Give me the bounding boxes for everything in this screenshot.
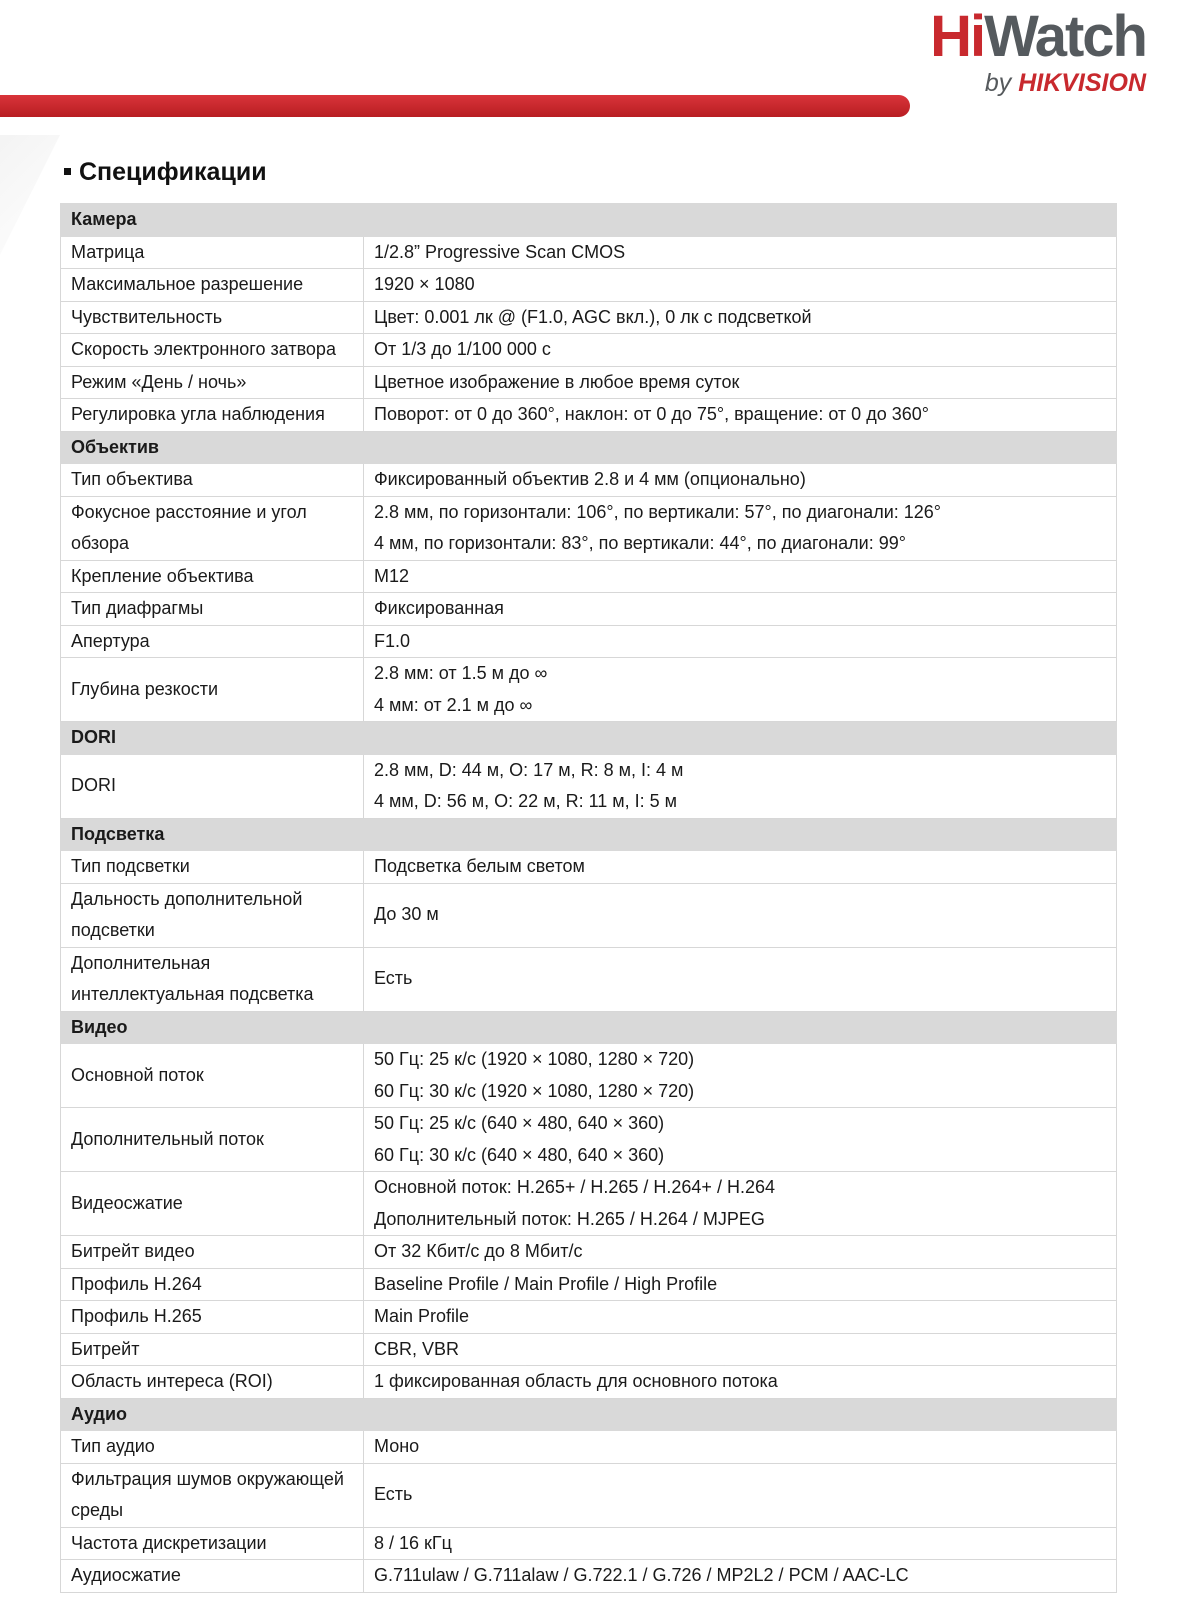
section-title: Видео bbox=[61, 1011, 1117, 1044]
spec-value-line: F1.0 bbox=[374, 630, 411, 651]
spec-value bbox=[364, 236, 1117, 269]
table-row bbox=[61, 1527, 1117, 1560]
spec-value-line: 2.8 мм, по горизонтали: 106°, по вертикали: 57°, по диагонали: 126° bbox=[374, 501, 941, 522]
spec-label: Дополнительная интеллектуальная подсветка bbox=[61, 947, 364, 1011]
spec-value bbox=[364, 625, 1117, 658]
spec-value bbox=[364, 851, 1117, 884]
spec-label: Битрейт видео bbox=[61, 1236, 364, 1269]
spec-value-line: От 1/3 до 1/100 000 с bbox=[374, 339, 551, 359]
spec-value-line: Дополнительный поток: H.265 / H.264 / MJPEG bbox=[374, 1208, 765, 1229]
spec-value bbox=[364, 366, 1117, 399]
spec-label: DORI bbox=[61, 754, 364, 818]
spec-value bbox=[364, 883, 1117, 947]
spec-label: Тип подсветки bbox=[61, 851, 364, 884]
header-red-band bbox=[0, 95, 910, 117]
spec-label: Тип объектива bbox=[61, 464, 364, 497]
spec-value-line: Есть bbox=[374, 1484, 413, 1505]
brand-subline: by HIKVISION bbox=[984, 69, 1146, 97]
table-row bbox=[61, 1431, 1117, 1464]
spec-value-line: 4 мм, D: 56 м, O: 22 м, R: 11 м, I: 5 м bbox=[374, 791, 678, 811]
spec-label: Видеосжатие bbox=[61, 1172, 364, 1236]
table-row bbox=[61, 464, 1117, 497]
section-header bbox=[61, 722, 1117, 755]
spec-value bbox=[364, 1560, 1117, 1593]
spec-label: Матрица bbox=[61, 236, 364, 269]
table-row bbox=[61, 1333, 1117, 1366]
spec-label: Максимальное разрешение bbox=[61, 269, 364, 302]
spec-value-line: Main Profile bbox=[374, 1306, 470, 1326]
page-title: Спецификации bbox=[64, 158, 267, 187]
spec-label: Дальность дополнительной подсветки bbox=[61, 883, 364, 947]
table-row bbox=[61, 1463, 1117, 1527]
spec-value-line: 4 мм: от 2.1 м до ∞ bbox=[374, 694, 533, 715]
spec-label: Аудиосжатие bbox=[61, 1560, 364, 1593]
spec-value bbox=[364, 269, 1117, 302]
spec-value bbox=[364, 1236, 1117, 1269]
brand-logo bbox=[930, 6, 1146, 96]
table-row bbox=[61, 1301, 1117, 1334]
table-row bbox=[61, 301, 1117, 334]
spec-value bbox=[364, 1431, 1117, 1464]
spec-label: Тип диафрагмы bbox=[61, 593, 364, 626]
spec-value-line: 50 Гц: 25 к/с (1920 × 1080, 1280 × 720) bbox=[374, 1049, 695, 1069]
spec-label: Основной поток bbox=[61, 1044, 364, 1108]
spec-value bbox=[364, 754, 1117, 818]
table-row bbox=[61, 593, 1117, 626]
spec-value-line: 50 Гц: 25 к/с (640 × 480, 640 × 360) bbox=[374, 1113, 665, 1133]
spec-value bbox=[364, 560, 1117, 593]
section-header bbox=[61, 818, 1117, 851]
spec-value-line: Основной поток: H.265+ / H.265 / H.264+ / H.264 bbox=[374, 1177, 775, 1197]
spec-label: Дополнительный поток bbox=[61, 1108, 364, 1172]
spec-value-line: Фиксированный объектив 2.8 и 4 мм (опционально) bbox=[374, 469, 806, 489]
spec-value bbox=[364, 1172, 1117, 1236]
spec-value bbox=[364, 1108, 1117, 1172]
spec-value bbox=[364, 1366, 1117, 1399]
spec-label: Тип аудио bbox=[61, 1431, 364, 1464]
spec-value bbox=[364, 593, 1117, 626]
spec-value bbox=[364, 464, 1117, 497]
table-row bbox=[61, 883, 1117, 947]
table-row bbox=[61, 1172, 1117, 1236]
table-row bbox=[61, 1268, 1117, 1301]
spec-value bbox=[364, 399, 1117, 432]
spec-label: Битрейт bbox=[61, 1333, 364, 1366]
spec-label: Крепление объектива bbox=[61, 560, 364, 593]
spec-value-line: Baseline Profile / Main Profile / High Profile bbox=[374, 1273, 718, 1294]
spec-value-line: До 30 м bbox=[374, 904, 439, 925]
table-row bbox=[61, 1044, 1117, 1108]
spec-label: Регулировка угла наблюдения bbox=[61, 399, 364, 432]
spec-value-line: Поворот: от 0 до 360°, наклон: от 0 до 75°, вращение: от 0 до 360° bbox=[374, 404, 929, 424]
spec-label: Фильтрация шумов окружающей среды bbox=[61, 1463, 364, 1527]
spec-label: Чувствительность bbox=[61, 301, 364, 334]
section-header bbox=[61, 204, 1117, 237]
spec-table bbox=[60, 203, 1117, 1593]
table-row bbox=[61, 754, 1117, 818]
spec-value-line: Подсветка белым светом bbox=[374, 856, 585, 876]
section-header bbox=[61, 431, 1117, 464]
spec-value bbox=[364, 334, 1117, 367]
table-row bbox=[61, 366, 1117, 399]
spec-value bbox=[364, 1463, 1117, 1527]
section-header bbox=[61, 1011, 1117, 1044]
spec-value bbox=[364, 1268, 1117, 1301]
table-row bbox=[61, 1560, 1117, 1593]
spec-value bbox=[364, 1301, 1117, 1334]
spec-value bbox=[364, 496, 1117, 560]
table-row bbox=[61, 334, 1117, 367]
spec-value-line: 1/2.8” Progressive Scan CMOS bbox=[374, 241, 626, 262]
table-row bbox=[61, 947, 1117, 1011]
table-row bbox=[61, 625, 1117, 658]
spec-value-line: 60 Гц: 30 к/с (640 × 480, 640 × 360) bbox=[374, 1144, 665, 1165]
spec-label: Глубина резкости bbox=[61, 658, 364, 722]
brand-wordmark: HiWatch bbox=[930, 4, 1146, 69]
spec-value-line: 4 мм, по горизонтали: 83°, по вертикали: 44°, по диагонали: 99° bbox=[374, 533, 906, 553]
spec-value-line: Цвет: 0.001 лк @ (F1.0, AGC вкл.), 0 лк с подсветкой bbox=[374, 306, 812, 327]
bullet-icon bbox=[64, 168, 71, 175]
spec-value bbox=[364, 1044, 1117, 1108]
spec-label: Апертура bbox=[61, 625, 364, 658]
spec-value bbox=[364, 658, 1117, 722]
spec-value-line: 8 / 16 кГц bbox=[374, 1532, 452, 1553]
spec-value-line: M12 bbox=[374, 565, 410, 586]
spec-value-line: 1 фиксированная область для основного потока bbox=[374, 1371, 778, 1391]
spec-value-line: От 32 Кбит/с до 8 Мбит/с bbox=[374, 1241, 583, 1261]
spec-label: Профиль H.265 bbox=[61, 1301, 364, 1334]
spec-value bbox=[364, 1333, 1117, 1366]
table-row bbox=[61, 1236, 1117, 1269]
table-row bbox=[61, 399, 1117, 432]
section-title: DORI bbox=[61, 722, 1117, 755]
spec-label: Область интереса (ROI) bbox=[61, 1366, 364, 1399]
spec-value-line: CBR, VBR bbox=[374, 1338, 460, 1359]
spec-label: Частота дискретизации bbox=[61, 1527, 364, 1560]
spec-label: Скорость электронного затвора bbox=[61, 334, 364, 367]
spec-value-line: Фиксированная bbox=[374, 598, 504, 618]
table-row bbox=[61, 1108, 1117, 1172]
table-row bbox=[61, 851, 1117, 884]
spec-value-line: 60 Гц: 30 к/с (1920 × 1080, 1280 × 720) bbox=[374, 1080, 695, 1101]
section-title: Аудио bbox=[61, 1398, 1117, 1431]
spec-value-line: 2.8 мм: от 1.5 м до ∞ bbox=[374, 663, 548, 683]
spec-label: Фокусное расстояние и угол обзора bbox=[61, 496, 364, 560]
section-title: Объектив bbox=[61, 431, 1117, 464]
section-title: Камера bbox=[61, 204, 1117, 237]
section-title: Подсветка bbox=[61, 818, 1117, 851]
spec-label: Профиль H.264 bbox=[61, 1268, 364, 1301]
table-row bbox=[61, 269, 1117, 302]
spec-value-line: Моно bbox=[374, 1436, 420, 1456]
table-row bbox=[61, 1366, 1117, 1399]
spec-label: Режим «День / ночь» bbox=[61, 366, 364, 399]
table-row bbox=[61, 496, 1117, 560]
background-watermark bbox=[0, 135, 60, 275]
spec-value-line: 1920 × 1080 bbox=[374, 274, 475, 294]
spec-value-line: 2.8 мм, D: 44 м, O: 17 м, R: 8 м, I: 4 м bbox=[374, 759, 684, 780]
spec-value-line: Есть bbox=[374, 968, 413, 989]
table-row bbox=[61, 560, 1117, 593]
spec-value-line: Цветное изображение в любое время суток bbox=[374, 371, 740, 392]
table-row bbox=[61, 236, 1117, 269]
spec-value-line: G.711ulaw / G.711alaw / G.722.1 / G.726 / MP2L2 / PCM / AAC-LC bbox=[374, 1565, 909, 1585]
spec-value bbox=[364, 301, 1117, 334]
spec-value bbox=[364, 1527, 1117, 1560]
section-header bbox=[61, 1398, 1117, 1431]
spec-value bbox=[364, 947, 1117, 1011]
table-row bbox=[61, 658, 1117, 722]
